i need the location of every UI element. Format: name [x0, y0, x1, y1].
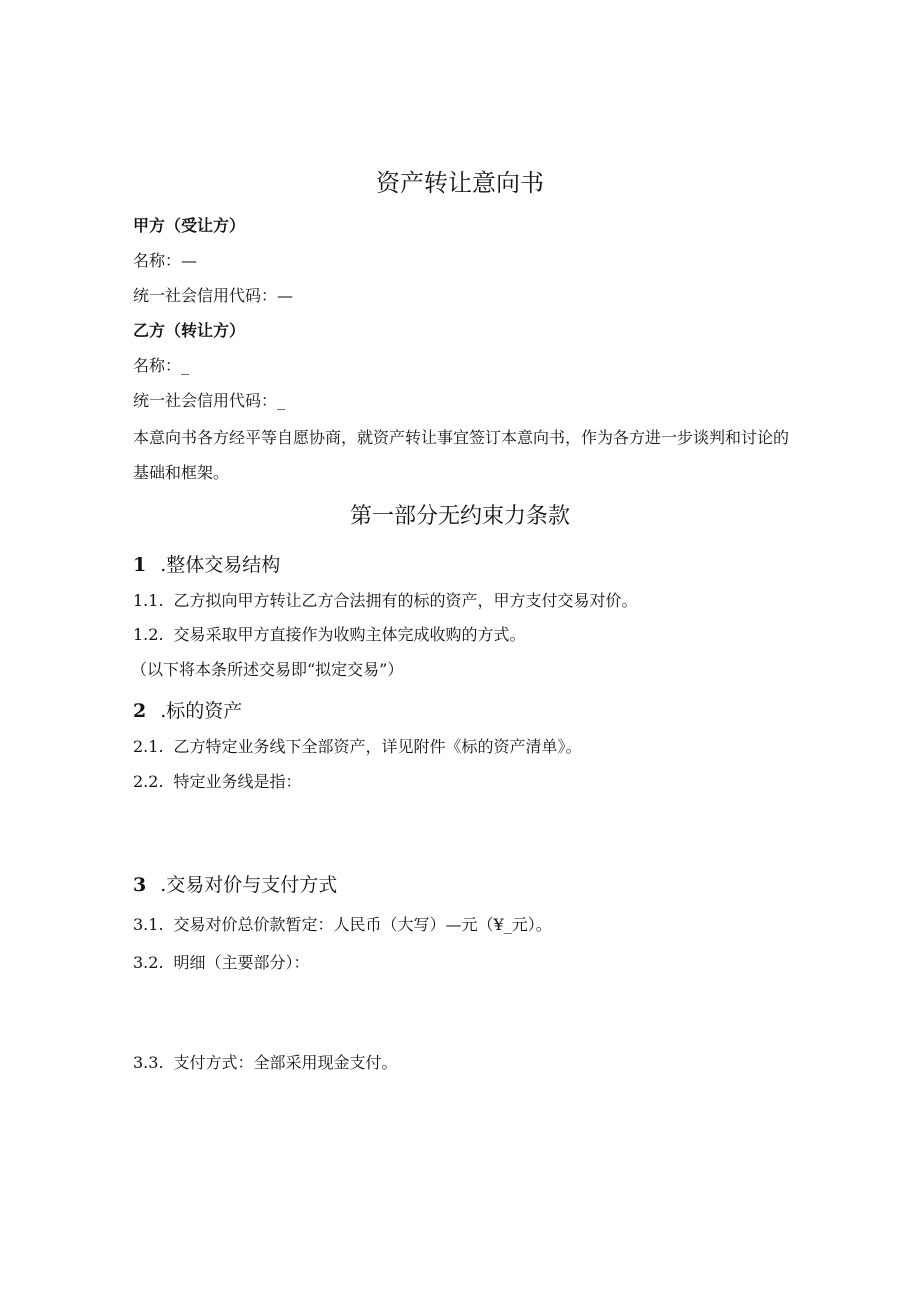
clause-number: 3.2. — [133, 953, 164, 972]
section-1-note: （以下将本条所述交易即“拟定交易”） — [131, 660, 404, 679]
intro-paragraph: 本意向书各方经平等自愿协商，就资产转让事宜签订本意向书，作为各方进一步谈判和讨论的基础和框架。 — [133, 428, 790, 482]
clause-2-1 — [133, 739, 582, 755]
clause-2-2 — [133, 774, 302, 790]
clause-3-1 — [133, 917, 552, 933]
party-a-heading: 甲方（受让方） — [133, 216, 246, 235]
clause-3-3 — [133, 1055, 398, 1071]
section-2-heading — [133, 702, 242, 721]
party-a-credit-code: 统一社会信用代码：— — [133, 286, 294, 305]
document-title: 资产转让意向书 — [376, 169, 544, 197]
clause-number: 1.2. — [133, 625, 164, 644]
clause-text: 乙方特定业务线下全部资产，详见附件《标的资产清单》。 — [173, 737, 582, 756]
clause-1-2 — [133, 627, 526, 643]
clause-number: 3.1. — [133, 915, 164, 934]
clause-text: 交易采取甲方直接作为收购主体完成收购的方式。 — [173, 625, 526, 644]
clause-1-1 — [133, 593, 638, 609]
clause-text: 明细（主要部分）： — [173, 953, 310, 972]
clause-number: 3.3. — [133, 1053, 164, 1072]
part-one-title: 第一部分无约束力条款 — [349, 504, 570, 529]
clause-number: 2.1. — [133, 737, 164, 756]
section-2-number: 2 — [133, 700, 147, 722]
clause-text: 交易对价总价款暂定：人民币（大写）—元（¥_元）。 — [173, 915, 552, 934]
clause-3-2 — [133, 955, 310, 971]
party-b-credit-code: 统一社会信用代码：_ — [133, 391, 286, 410]
clause-number: 1.1. — [133, 591, 164, 610]
clause-number: 2.2. — [133, 772, 164, 791]
section-2-title: .标的资产 — [160, 700, 243, 722]
section-1-heading — [133, 556, 280, 575]
section-3-number: 3 — [133, 874, 147, 896]
section-3-title: .交易对价与支付方式 — [160, 874, 338, 896]
party-a-name: 名称：— — [133, 251, 198, 270]
clause-text: 特定业务线是指： — [173, 772, 302, 791]
clause-text: 支付方式：全部采用现金支付。 — [173, 1053, 398, 1072]
clause-text: 乙方拟向甲方转让乙方合法拥有的标的资产，甲方支付交易对价。 — [173, 591, 638, 610]
section-3-heading — [133, 876, 337, 895]
party-b-name: 名称：_ — [133, 356, 190, 375]
section-1-number: 1 — [133, 554, 147, 576]
section-1-title: .整体交易结构 — [160, 554, 281, 576]
party-b-heading: 乙方（转让方） — [133, 321, 246, 340]
